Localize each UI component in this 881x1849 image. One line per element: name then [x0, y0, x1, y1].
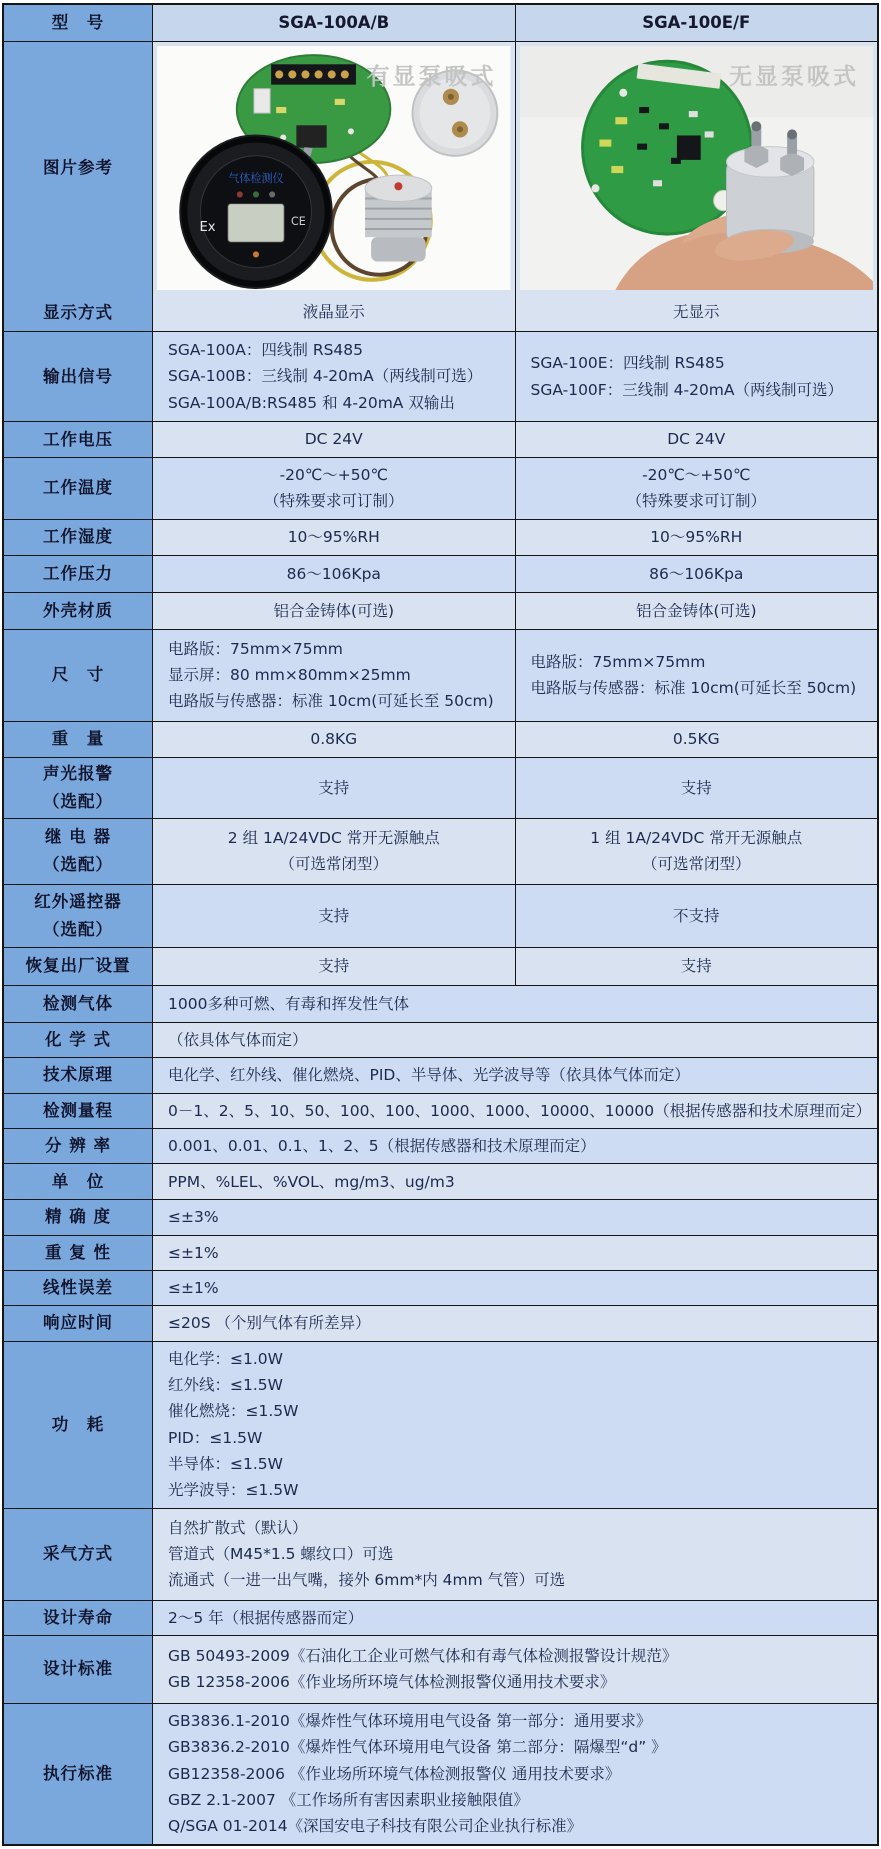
row-label-text: 工作温度: [43, 478, 113, 498]
row-label-unit: [4, 1164, 153, 1199]
row-detect-range: [4, 1093, 877, 1128]
cell-tech-principle: [153, 1058, 877, 1092]
header-model-ef-cell: [515, 5, 878, 41]
row-sound-light-alarm: [4, 757, 877, 818]
row-ir-remote: [4, 884, 877, 947]
cell-text: GB12358-2006 《作业场所环境气体检测报警仪 通用技术要求》: [168, 1764, 621, 1783]
cell-text: 支持: [680, 778, 712, 797]
cell-text: Q/SGA 01-2014《深国安电子科技有限公司企业执行标准》: [168, 1817, 583, 1836]
cell-factory-reset-col1: [153, 948, 515, 985]
watermark-right: 无显泵吸式: [729, 64, 859, 91]
cell-text: GB3836.2-2010《爆炸性气体环境用电气设备 第二部分：隔爆型“d” 》: [168, 1738, 667, 1757]
cell-text: 电化学、红外线、催化燃烧、PID、半导体、光学波导等（依具体气体而定）: [168, 1066, 690, 1085]
cell-text: （可选常闭型）: [279, 855, 388, 874]
row-tech-principle: [4, 1057, 877, 1092]
cell-display-mode-col2: [515, 294, 878, 331]
cell-text: SGA-100F：三线制 4-20mA（两线制可选）: [530, 380, 844, 399]
row-label-shell-material: [4, 593, 153, 629]
svg-text:CE: CE: [291, 214, 306, 228]
cell-response-time: [153, 1306, 877, 1340]
row-label-text: 继 电 器: [45, 827, 111, 847]
row-label-text: 工作电压: [43, 429, 113, 449]
cell-text: 自然扩散式（默认）: [168, 1518, 308, 1537]
row-label-text: 检测量程: [43, 1100, 113, 1120]
row-label-working-humidity: [4, 520, 153, 555]
cell-text: （特殊要求可订制）: [626, 492, 766, 511]
row-power-consumption: [4, 1341, 877, 1508]
row-label-weight: [4, 722, 153, 757]
row-label-ir-remote: [4, 885, 153, 947]
row-response-time: [4, 1305, 877, 1340]
row-design-life: [4, 1600, 877, 1635]
cell-design-standard: [153, 1636, 877, 1703]
row-label-execution-standard: [4, 1704, 153, 1844]
cell-dimensions-col2: [515, 630, 878, 721]
row-label-sound-light-alarm: [4, 758, 153, 818]
row-output-signal: [4, 331, 877, 421]
row-label-repeatability: [4, 1236, 153, 1270]
svg-text:气体检测仪: 气体检测仪: [228, 172, 284, 186]
cell-text: （依具体气体而定）: [168, 1030, 308, 1049]
cell-output-signal-col2: [515, 332, 878, 421]
cell-text: （可选常闭型）: [641, 855, 751, 874]
row-label-text: 检测气体: [43, 993, 113, 1013]
cell-working-voltage-col2: [515, 422, 878, 457]
row-label-text: 外壳材质: [43, 600, 113, 620]
cell-ir-remote-col1: [153, 885, 515, 947]
cell-text: 电化学：≤1.0W: [168, 1349, 283, 1368]
row-label-text: 设计寿命: [43, 1607, 113, 1627]
cell-working-pressure-col1: [153, 556, 515, 592]
row-label-text: 单 位: [51, 1171, 105, 1191]
cell-text: ≤±1%: [168, 1278, 219, 1297]
row-label-text: 恢复出厂设置: [25, 956, 131, 976]
row-linearity-error: [4, 1270, 877, 1305]
photo-cell-right: [515, 42, 878, 294]
cell-text: 86～106Kpa: [286, 564, 381, 583]
row-label-text: （选配）: [43, 919, 113, 939]
row-label-text: 分 辨 率: [45, 1136, 111, 1155]
row-label-working-voltage: [4, 422, 153, 457]
row-label-text: 重 复 性: [45, 1242, 111, 1262]
cell-text: 0－1、2、5、10、50、100、100、1000、1000、10000、10000（根据传感器和技术原理而定）: [168, 1101, 872, 1120]
row-relay: [4, 818, 877, 884]
product-photo-right: [520, 46, 874, 290]
table-body: [4, 294, 877, 1844]
cell-text: 2～5 年（根据传感器而定）: [168, 1608, 364, 1627]
cell-ir-remote-col2: [515, 885, 878, 947]
cell-text: 支持: [318, 957, 350, 976]
cell-design-life: [153, 1601, 877, 1635]
row-label-text: 显示方式: [43, 302, 113, 322]
cell-working-humidity-col1: [153, 520, 515, 555]
row-label-text: 化 学 式: [45, 1029, 111, 1049]
row-label-text: 执行标准: [43, 1763, 113, 1783]
cell-text: SGA-100B：三线制 4-20mA（两线制可选）: [168, 367, 483, 386]
cell-text: 支持: [318, 778, 350, 797]
cell-text: 0.8KG: [310, 730, 358, 749]
photo-row-label: 图片参考: [43, 158, 113, 178]
row-label-display-mode: [4, 294, 153, 331]
row-label-text: 输出信号: [43, 366, 113, 386]
row-working-temperature: [4, 457, 877, 519]
cell-text: 红外线：≤1.5W: [168, 1375, 283, 1394]
cell-text: 电路版：75mm×75mm: [530, 652, 706, 671]
row-resolution: [4, 1128, 877, 1163]
row-label-text: 红外遥控器: [34, 891, 122, 911]
header-model-ab-cell: [153, 5, 515, 41]
row-label-design-life: [4, 1601, 153, 1635]
cell-shell-material-col2: [515, 593, 878, 629]
row-label-text: （选配）: [43, 791, 113, 811]
cell-text: PID：≤1.5W: [168, 1428, 263, 1447]
cell-working-pressure-col2: [515, 556, 878, 592]
row-label-sampling-method: [4, 1509, 153, 1600]
cell-text: 支持: [318, 906, 350, 925]
cell-text: 电路版：75mm×75mm: [168, 639, 343, 658]
product-photo-left: [157, 46, 511, 290]
cell-power-consumption: [153, 1342, 877, 1508]
row-working-voltage: [4, 421, 877, 457]
cell-display-mode-col1: [153, 294, 515, 331]
row-execution-standard: [4, 1703, 877, 1844]
cell-text: 1 组 1A/24VDC 常开无源触点: [590, 828, 803, 847]
cell-shell-material-col1: [153, 593, 515, 629]
cell-linearity-error: [153, 1271, 877, 1305]
cell-resolution: [153, 1129, 877, 1163]
cell-sampling-method: [153, 1509, 877, 1600]
cell-detect-range: [153, 1094, 877, 1128]
cell-execution-standard: [153, 1704, 877, 1844]
header-model-ab: SGA-100A/B: [278, 13, 390, 32]
cell-text: ≤±1%: [168, 1243, 219, 1262]
watermark-left: 有显泵吸式: [366, 64, 497, 91]
cell-text: 液晶显示: [302, 303, 365, 322]
row-label-detect-gas: [4, 986, 153, 1022]
row-label-text: 工作湿度: [43, 527, 113, 547]
cell-sound-light-alarm-col1: [153, 758, 515, 818]
photo-cell-left: [153, 42, 515, 294]
cell-text: GB 12358-2006《作业场所环境气体检测报警仪通用技术要求》: [168, 1673, 616, 1692]
product-photo-left-illustration: [157, 46, 511, 290]
cell-text: 铝合金铸体(可选): [273, 601, 395, 620]
row-label-working-temperature: [4, 458, 153, 519]
cell-text: （特殊要求可订制）: [263, 492, 404, 511]
row-label-text: 采气方式: [43, 1544, 113, 1564]
cell-text: SGA-100A/B:RS485 和 4-20mA 双输出: [168, 393, 455, 412]
cell-text: 1000多种可燃、有毒和挥发性气体: [168, 994, 409, 1013]
row-shell-material: [4, 592, 877, 629]
cell-text: 0.001、0.01、0.1、1、2、5（根据传感器和技术原理而定）: [168, 1136, 596, 1155]
photo-row-label-cell: [4, 42, 153, 294]
row-factory-reset: [4, 947, 877, 985]
cell-weight-col1: [153, 722, 515, 757]
metal-sensor: [365, 175, 432, 261]
spec-table: [2, 3, 879, 1846]
row-display-mode: [4, 294, 877, 331]
row-label-text: 功 耗: [51, 1414, 105, 1434]
row-label-tech-principle: [4, 1058, 153, 1092]
row-accuracy: [4, 1199, 877, 1234]
cell-text: ≤20S （个别气体有所差异）: [168, 1314, 371, 1333]
cell-text: -20℃～+50℃: [642, 466, 751, 485]
cell-text: 光学波导：≤1.5W: [168, 1481, 299, 1500]
header-model-label-cell: [4, 5, 153, 41]
cell-text: 管道式（M45*1.5 螺纹口）可选: [168, 1544, 394, 1563]
row-label-text: 尺 寸: [51, 665, 105, 685]
cell-working-humidity-col2: [515, 520, 878, 555]
row-chemical-formula: [4, 1022, 877, 1057]
cell-accuracy: [153, 1200, 877, 1234]
row-label-resolution: [4, 1129, 153, 1163]
row-label-design-standard: [4, 1636, 153, 1703]
row-label-text: 设计标准: [43, 1659, 113, 1679]
row-label-detect-range: [4, 1094, 153, 1128]
cell-working-temperature-col2: [515, 458, 878, 519]
row-label-text: 技术原理: [43, 1065, 113, 1085]
row-unit: [4, 1163, 877, 1199]
row-label-linearity-error: [4, 1271, 153, 1305]
row-label-accuracy: [4, 1200, 153, 1234]
cell-text: DC 24V: [304, 430, 363, 449]
cell-factory-reset-col2: [515, 948, 878, 985]
row-design-standard: [4, 1635, 877, 1703]
row-label-text: 线性误差: [43, 1278, 113, 1298]
cell-text: 电路版与传感器：标准 10cm(可延长至 50cm): [168, 692, 494, 711]
cell-text: PPM、%LEL、%VOL、mg/m3、ug/m3: [168, 1172, 455, 1191]
cell-relay-col2: [515, 819, 878, 884]
row-repeatability: [4, 1235, 877, 1270]
cell-text: 铝合金铸体(可选): [635, 601, 757, 620]
cell-chemical-formula: [153, 1023, 877, 1057]
row-label-working-pressure: [4, 556, 153, 592]
row-label-text: 声光报警: [43, 763, 113, 783]
cell-text: 86～106Kpa: [649, 564, 744, 583]
pump-cylinder: [413, 70, 498, 155]
cell-text: -20℃～+50℃: [279, 466, 388, 485]
cell-text: 流通式（一进一出气嘴，接外 6mm*内 4mm 气管）可选: [168, 1571, 566, 1590]
cell-relay-col1: [153, 819, 515, 884]
cell-text: ≤±3%: [168, 1208, 219, 1227]
row-label-text: 工作压力: [43, 563, 113, 583]
row-label-dimensions: [4, 630, 153, 721]
row-label-text: 响应时间: [43, 1313, 113, 1333]
cell-text: 电路版与传感器：标准 10cm(可延长至 50cm): [530, 679, 857, 698]
header-model-ef: SGA-100E/F: [642, 13, 751, 32]
cell-text: 10～95%RH: [650, 528, 743, 547]
cell-detect-gas: [153, 986, 877, 1022]
gauge-head: [179, 134, 333, 289]
cell-repeatability: [153, 1236, 877, 1270]
cell-text: GB 50493-2009《石油化工企业可燃气体和有毒气体检测报警设计规范》: [168, 1647, 678, 1666]
cell-text: SGA-100A：四线制 RS485: [168, 341, 364, 360]
cell-text: 半导体：≤1.5W: [168, 1454, 283, 1473]
row-label-power-consumption: [4, 1342, 153, 1508]
cell-text: 不支持: [672, 906, 720, 925]
row-working-humidity: [4, 519, 877, 555]
row-label-text: （选配）: [43, 855, 113, 875]
cell-text: 2 组 1A/24VDC 常开无源触点: [227, 828, 440, 847]
row-dimensions: [4, 629, 877, 721]
cell-working-temperature-col1: [153, 458, 515, 519]
header-row: [4, 5, 877, 41]
row-label-relay: [4, 819, 153, 884]
cell-weight-col2: [515, 722, 878, 757]
row-label-text: 精 确 度: [45, 1207, 111, 1227]
cell-text: 支持: [680, 957, 712, 976]
cell-dimensions-col1: [153, 630, 515, 721]
cell-text: 10～95%RH: [287, 528, 380, 547]
row-label-chemical-formula: [4, 1023, 153, 1057]
row-sampling-method: [4, 1508, 877, 1600]
cell-text: SGA-100E：四线制 RS485: [530, 354, 725, 373]
photo-row: [4, 41, 877, 294]
cell-working-voltage-col1: [153, 422, 515, 457]
cell-output-signal-col1: [153, 332, 515, 421]
svg-text:Ex: Ex: [199, 220, 216, 236]
row-label-text: 重 量: [51, 729, 105, 749]
row-label-response-time: [4, 1306, 153, 1340]
cell-text: DC 24V: [667, 430, 726, 449]
cell-unit: [153, 1164, 877, 1199]
row-detect-gas: [4, 985, 877, 1022]
cell-text: 催化燃烧：≤1.5W: [168, 1402, 299, 1421]
cell-text: GBZ 2.1-2007 《工作场所有害因素职业接触限值》: [168, 1791, 529, 1810]
row-working-pressure: [4, 555, 877, 592]
cell-sound-light-alarm-col2: [515, 758, 878, 818]
cell-text: 无显示: [672, 303, 720, 322]
row-label-factory-reset: [4, 948, 153, 985]
cell-text: GB3836.1-2010《爆炸性气体环境用电气设备 第一部分：通用要求》: [168, 1711, 652, 1730]
product-photo-right-illustration: [520, 46, 874, 290]
cell-text: 0.5KG: [672, 730, 720, 749]
cell-text: 显示屏：80 mm×80mm×25mm: [168, 666, 411, 685]
header-model-label: 型 号: [51, 13, 105, 32]
row-weight: [4, 721, 877, 757]
row-label-output-signal: [4, 332, 153, 421]
